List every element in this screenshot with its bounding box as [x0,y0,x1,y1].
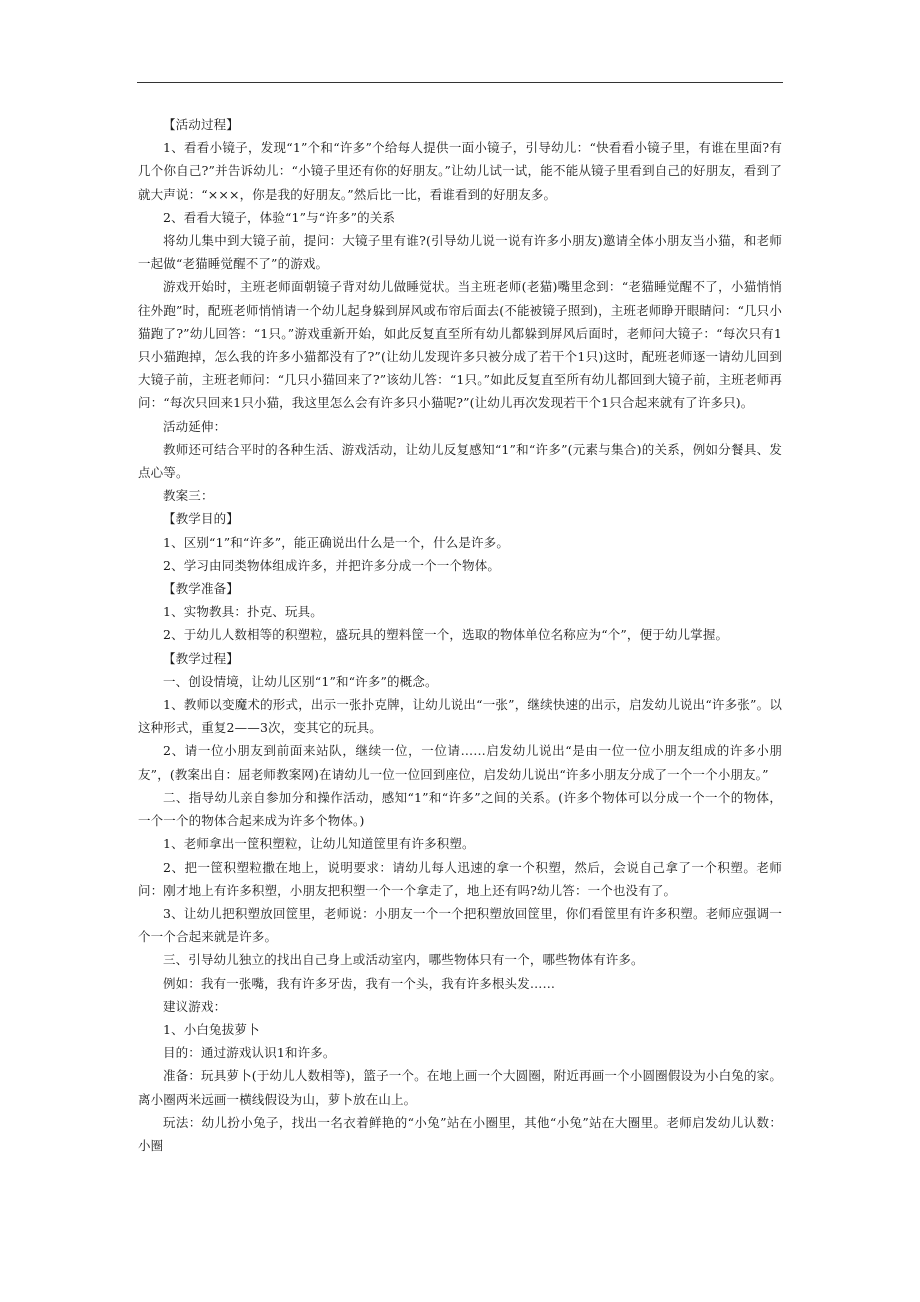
paragraph: 2、于幼儿人数相等的积塑粒，盛玩具的塑料筐一个，选取的物体单位名称应为“个”，便于幼儿掌握。 [163,627,729,643]
document-body [138,113,782,1157]
heading-suggested-games: 建议游戏： [163,998,227,1014]
paragraph: 1、小白兔拔萝卜 [163,1021,260,1037]
heading-activity-extension: 活动延伸： [163,418,227,434]
paragraph: 教师还可结合平时的各种生活、游戏活动，让幼儿反复感知“1”和“许多”(元素与集合)的关系，例如分餐具、发点心等。 [138,441,782,481]
heading-teaching-goals: 【教学目的】 [163,511,239,527]
paragraph: 准备：玩具萝卜(于幼儿人数相等)，篮子一个。在地上画一个大圆圈，附近再画一个小圆圈假设为小白兔的家。离小圈两米远画一横线假设为山，萝卜放在山上。 [138,1068,782,1107]
paragraph: 1、教师以变魔术的形式，出示一张扑克牌，让幼儿说出“一张”，继续快速的出示，启发幼儿说出“许多张”。以这种形式，重复2——3次，变其它的玩具。 [138,697,782,736]
paragraph: 例如：我有一张嘴，我有许多牙齿，我有一个头，我有许多根头发…… [163,975,556,991]
paragraph: 2、看看大镜子，体验“1”与“许多”的关系 [163,209,396,225]
paragraph: 1、实物教具：扑克、玩具。 [163,604,323,620]
paragraph: 1、区别“1”和“许多”，能正确说出什么是一个，什么是许多。 [163,534,509,550]
heading-activity-process: 【活动过程】 [163,117,239,132]
paragraph: 3、让幼儿把积塑放回筐里，老师说：小朋友一个一个把积塑放回筐里，你们看筐里有许多积塑。老师应强调一个一个合起来就是许多。 [138,905,782,945]
paragraph: 一、创设情境，让幼儿区别“1”和“许多”的概念。 [163,673,438,689]
header-rule [137,82,783,83]
heading-teaching-process: 【教学过程】 [163,650,239,666]
paragraph: 1、看看小镜子，发现“1”个和“许多”个给每人提供一面小镜子，引导幼儿：“快看看小镜子里，有谁在里面?有几个你自己?”并告诉幼儿：“小镜子里还有你的好朋友。”让幼儿试一试，能不能从镜子里看到自己的好朋友，看到了就大声说：“×××，你是我的好朋友。”然后比一比，看谁看到的好朋友多。 [138,140,782,202]
heading-teaching-preparation: 【教学准备】 [163,581,239,597]
paragraph: 2、学习由同类物体组成许多，并把许多分成一个一个物体。 [163,557,501,573]
paragraph: 三、引导幼儿独立的找出自己身上或活动室内，哪些物体只有一个，哪些物体有许多。 [163,952,644,968]
paragraph: 2、把一筐积塑粒撒在地上，说明要求：请幼儿每人迅速的拿一个积塑，然后，会说自己拿了一个积塑。老师问：刚才地上有许多积塑，小朋友把积塑一个一个拿走了，地上还有吗?幼儿答：一个也没有了。 [138,859,782,898]
paragraph: 1、老师拿出一筐积塑粒，让幼儿知道筐里有许多积塑。 [163,836,475,852]
paragraph: 2、请一位小朋友到前面来站队，继续一位，一位请……启发幼儿说出“是由一位一位小朋友组成的许多小朋友”，(教案出自：屈老师教案网)在请幼儿一位一位回到座位，启发幼儿说出“许多小朋友分成了一个一个小朋友。” [138,743,782,782]
paragraph: 二、指导幼儿亲自参加分和操作活动，感知“1”和“许多”之间的关系。(许多个物体可以分成一个一个的物体，一个一个的物体合起来成为许多个物体。) [138,789,782,829]
paragraph: 将幼儿集中到大镜子前，提问：大镜子里有谁?(引导幼儿说一说有许多小朋友)邀请全体小朋友当小猫，和老师一起做“老猫睡觉醒不了”的游戏。 [138,233,782,272]
paragraph: 目的：通过游戏认识1和许多。 [163,1045,336,1061]
paragraph: 游戏开始时，主班老师面朝镜子背对幼儿做睡觉状。当主班老师(老猫)嘴里念到：“老猫睡觉醒不了，小猫悄悄往外跑”时，配班老师悄悄请一个幼儿起身躲到屏风或布帘后面去(不能被镜子照到)，主班老师睁开眼睛问：“几只小猫跑了?”幼儿回答：“1只。”游戏重新开始，如此反复直至所有幼儿都躲到屏风后面时，老师问大镜子：“每次只有1只小猫跑掉，怎么我的许多小猫都没有了?”(让幼儿发现许多只被分成了若干个1只)这时，配班老师逐一请幼儿回到大镜子前，主班老师问：“几只小猫回来了?”该幼儿答：“1只。”如此反复直至所有幼儿都回到大镜子前，主班老师再问：“每次只回来1只小猫，我这里怎么会有许多只小猫呢?”(让幼儿再次发现若干个1只合起来就有了许多只)。 [138,279,782,411]
heading-lesson-three: 教案三： [163,488,214,504]
paragraph: 玩法：幼儿扮小兔子，找出一名衣着鲜艳的“小兔”站在小圈里，其他“小兔”站在大圈里。老师启发幼儿认数：小圈 [138,1114,782,1153]
